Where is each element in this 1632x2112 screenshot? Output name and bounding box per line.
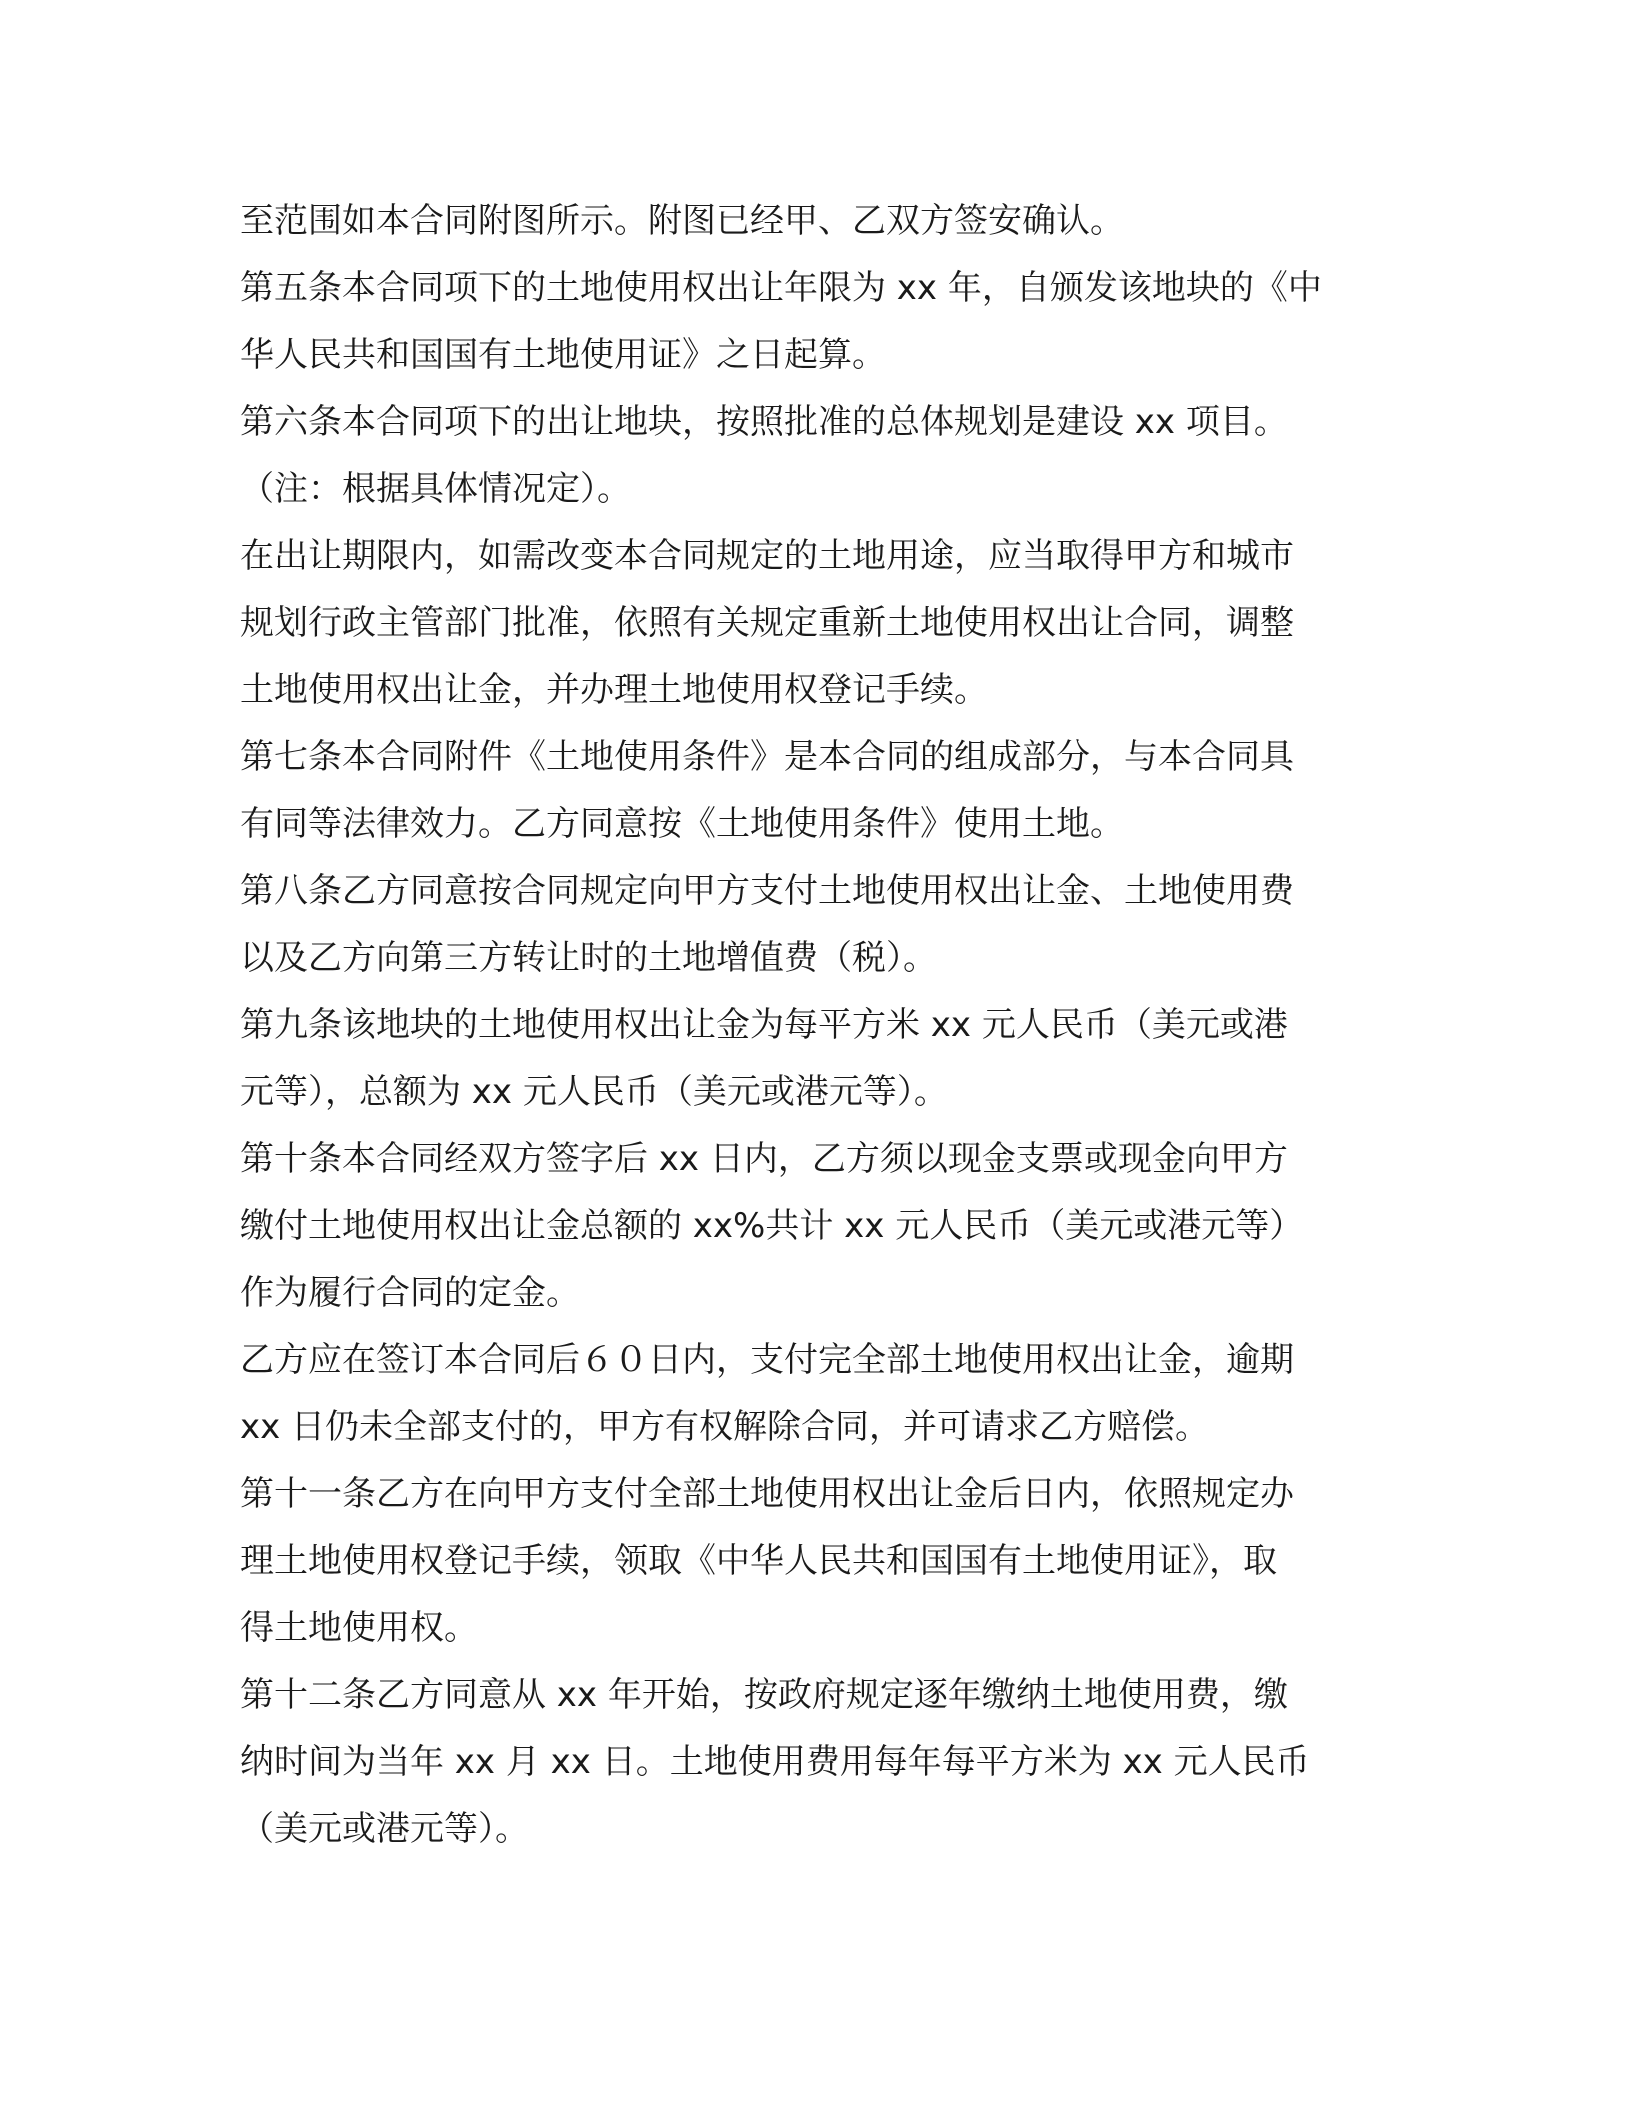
text-line: 第八条乙方同意按合同规定向甲方支付土地使用权出让金、土地使用费 (240, 871, 1294, 911)
paragraph-article-5 (240, 255, 1390, 389)
text-line: 第十条本合同经双方签字后 xx 日内，乙方须以现金支票或现金向甲方 (240, 1139, 1288, 1179)
text-line: 第九条该地块的土地使用权出让金为每平方米 xx 元人民币（美元或港 (240, 1005, 1288, 1045)
text-line: 第十二条乙方同意从 xx 年开始，按政府规定逐年缴纳土地使用费，缴 (240, 1675, 1288, 1715)
text-line: 纳时间为当年 xx 月 xx 日。土地使用费用每年每平方米为 xx 元人民币 (240, 1742, 1310, 1782)
text-line: 在出让期限内，如需改变本合同规定的土地用途，应当取得甲方和城市 (240, 536, 1294, 576)
text-line: 有同等法律效力。乙方同意按《土地使用条件》使用土地。 (240, 804, 1124, 844)
document-page (240, 188, 1390, 1863)
text-line: 以及乙方向第三方转让时的土地增值费（税）。 (240, 938, 937, 978)
paragraph-continuation (240, 188, 1390, 255)
text-line: 缴付土地使用权出让金总额的 xx%共计 xx 元人民币（美元或港元等） (240, 1206, 1304, 1246)
paragraph-article-6 (240, 389, 1390, 523)
text-line: 规划行政主管部门批准，依照有关规定重新土地使用权出让合同，调整 (240, 603, 1294, 643)
paragraph-article-11 (240, 1461, 1390, 1662)
paragraph-land-use-change (240, 523, 1390, 724)
text-line: 乙方应在签订本合同后６０日内，支付完全部土地使用权出让金，逾期 (240, 1340, 1294, 1380)
paragraph-article-12 (240, 1662, 1390, 1863)
text-line: （美元或港元等）。 (240, 1809, 529, 1849)
paragraph-article-8 (240, 858, 1390, 992)
paragraph-article-10 (240, 1126, 1390, 1327)
text-line: 元等），总额为 xx 元人民币（美元或港元等）。 (240, 1072, 948, 1112)
text-line: 理土地使用权登记手续，领取《中华人民共和国国有土地使用证》，取 (240, 1541, 1277, 1581)
text-line: （注：根据具体情况定）。 (240, 469, 631, 509)
text-line: 土地使用权出让金，并办理土地使用权登记手续。 (240, 670, 988, 710)
text-line: 第六条本合同项下的出让地块，按照批准的总体规划是建设 xx 项目。 (240, 402, 1288, 442)
paragraph-article-9 (240, 992, 1390, 1126)
text-line: 得土地使用权。 (240, 1608, 478, 1648)
text-line: 作为履行合同的定金。 (240, 1273, 580, 1313)
text-line: xx 日仍未全部支付的，甲方有权解除合同，并可请求乙方赔偿。 (240, 1407, 1210, 1447)
paragraph-article-7 (240, 724, 1390, 858)
text-line: 第五条本合同项下的土地使用权出让年限为 xx 年，自颁发该地块的《中 (240, 268, 1322, 308)
paragraph-payment-deadline (240, 1327, 1390, 1461)
text-line: 至范围如本合同附图所示。附图已经甲、乙双方签安确认。 (240, 201, 1124, 241)
text-line: 华人民共和国国有土地使用证》之日起算。 (240, 335, 886, 375)
text-line: 第七条本合同附件《土地使用条件》是本合同的组成部分，与本合同具 (240, 737, 1294, 777)
text-line: 第十一条乙方在向甲方支付全部土地使用权出让金后日内，依照规定办 (240, 1474, 1294, 1514)
